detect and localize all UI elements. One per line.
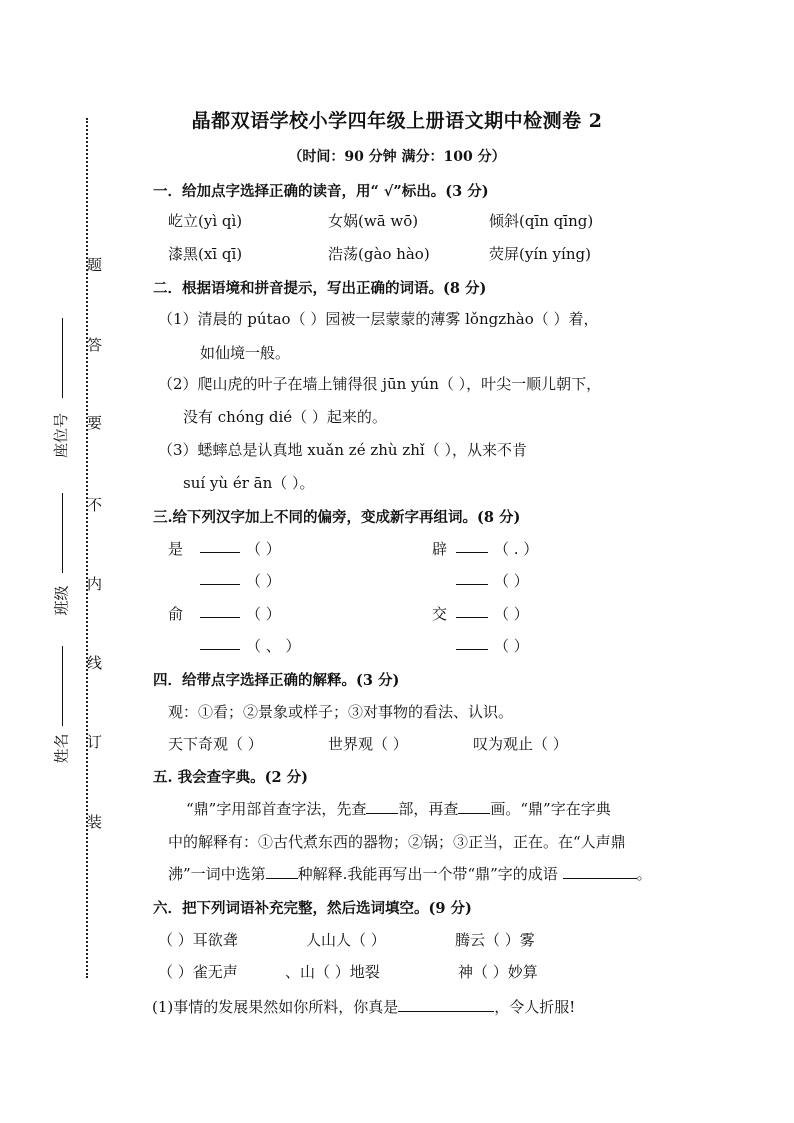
radical-blank[interactable] [200,570,240,585]
definition-text: 观：①看；②景象或样子；③对事物的看法、认识。 [168,703,514,721]
fill-sentence [152,996,575,1017]
idiom-item[interactable]: 腾云（ ）雾 [455,931,535,949]
pinyin-choice[interactable]: 倾斜(qīn qīng) [489,212,594,230]
base-char: 是 [168,540,184,558]
pinyin-choice[interactable]: 荧屏(yín yíng) [489,245,591,263]
dictionary-line [186,798,611,819]
dictionary-text: 部，再查 [398,800,459,818]
word-paren[interactable]: （ . ） [494,540,539,558]
section-3-heading: 三.给下列汉字加上不同的偏旁，变成新字再组词。(8 分) [153,509,521,526]
pinyin-choice[interactable]: 浩荡(gào hào) [328,245,430,263]
seal-char: 线 [85,655,103,670]
name-label: 姓名 [52,733,71,764]
choice-item[interactable]: 世界观（ ） [328,735,408,753]
idiom-item[interactable]: 神（ ）妙算 [458,963,538,981]
sentence-text: ，令人折服! [494,998,576,1016]
class-label: 班级 [52,585,71,616]
idiom-item[interactable]: （ ）雀无声 [158,963,238,981]
page-title: 晶都双语学校小学四年级上册语文期中检测卷 2 [191,110,603,132]
seal-char: 订 [85,734,103,749]
radical-blank[interactable] [456,538,488,553]
sentence-text: (1)事情的发展果然如你所料，你真是 [152,998,399,1016]
question-line[interactable]: 没有 chóng dié（ ）起来的。 [183,408,387,426]
word-paren[interactable]: （ ） [494,572,529,590]
word-paren[interactable]: （ ） [246,605,281,623]
word-paren[interactable]: （ ） [494,637,529,655]
section-6-heading: 六．把下列词语补充完整，然后选词填空。(9 分) [153,900,472,917]
base-char: 辟 [432,540,448,558]
section-2-heading: 二．根据语境和拼音提示，写出正确的词语。(8 分) [153,280,487,297]
dictionary-line [168,863,652,884]
seal-char: 内 [85,576,103,591]
seal-char: 题 [85,257,103,272]
seal-char: 装 [85,814,103,829]
dictionary-text: 中的解释有：①古代煮东西的器物；②锅；③正当，正在。在“人声鼎 [168,833,626,851]
question-line[interactable]: （3）蟋蟀总是认真地 xuǎn zé zhù zhǐ（ ），从来不肯 [158,441,527,459]
dictionary-text: 画。“鼎”字在字典 [490,800,611,818]
radical-blank[interactable] [200,603,240,618]
section-4-heading: 四．给带点字选择正确的解释。(3 分) [153,672,400,689]
seat-number-blank[interactable] [62,318,63,398]
seal-char: 答 [85,337,103,352]
section-5-heading: 五. 我会查字典。(2 分) [153,769,308,786]
radical-blank[interactable] [200,538,240,553]
stroke-count-blank[interactable] [458,799,490,814]
base-char: 交 [432,605,448,623]
page-subtitle: （时间：90 分钟 满分：100 分） [288,149,506,165]
word-paren[interactable]: （ ） [246,572,281,590]
question-line: 如仙境一般。 [200,344,291,362]
question-line[interactable]: （2）爬山虎的叶子在墙上铺得很 jūn yún（ ），叶尖一顺儿朝下， [158,375,602,393]
name-blank[interactable] [62,646,63,726]
choice-item[interactable]: 天下奇观（ ） [168,735,263,753]
dictionary-text: 。 [636,865,652,883]
dictionary-text: 种解释.我能再写出一个带“鼎”字的成语 [297,865,558,883]
idiom-item[interactable]: 人山人（ ） [306,931,386,949]
base-char: 俞 [168,605,184,623]
seal-char: 不 [85,497,103,512]
radical-blank[interactable] [456,635,488,650]
idiom-answer-blank[interactable] [398,997,494,1012]
idiom-item[interactable]: （ ）耳欲聋 [158,931,238,949]
question-line[interactable]: suí yù ér ān（ ）。 [183,474,315,492]
seal-char: 要 [85,415,103,430]
choice-item[interactable]: 叹为观止（ ） [473,735,568,753]
question-line[interactable]: （1）清晨的 pútao（ ）园被一层蒙蒙的薄雾 lǒngzhào（ ）着， [158,310,599,328]
section-1-heading: 一．给加点字选择正确的读音，用“ √”标出。(3 分) [153,183,489,200]
dictionary-text: “鼎”字用部首查字法，先查 [186,800,367,818]
binding-dotted-line [86,118,88,978]
class-blank[interactable] [62,493,63,573]
pinyin-choice[interactable]: 屹立(yì qì) [168,212,243,230]
dictionary-text: 沸”一词中选第 [168,865,266,883]
meaning-number-blank[interactable] [266,864,298,879]
word-paren[interactable]: （ ） [246,540,281,558]
radical-blank[interactable] [200,635,240,650]
radical-blank[interactable] [456,570,488,585]
pinyin-choice[interactable]: 女娲(wā wō) [328,212,419,230]
word-paren[interactable]: （ 、 ） [246,637,301,655]
pinyin-choice[interactable]: 漆黑(xī qī) [168,245,243,263]
idiom-item[interactable]: 、山（ ）地裂 [285,963,380,981]
word-paren[interactable]: （ ） [494,605,529,623]
seat-number-label: 座位号 [52,412,71,459]
radical-answer-blank[interactable] [366,799,398,814]
radical-blank[interactable] [456,603,488,618]
idiom-blank[interactable] [563,864,637,879]
